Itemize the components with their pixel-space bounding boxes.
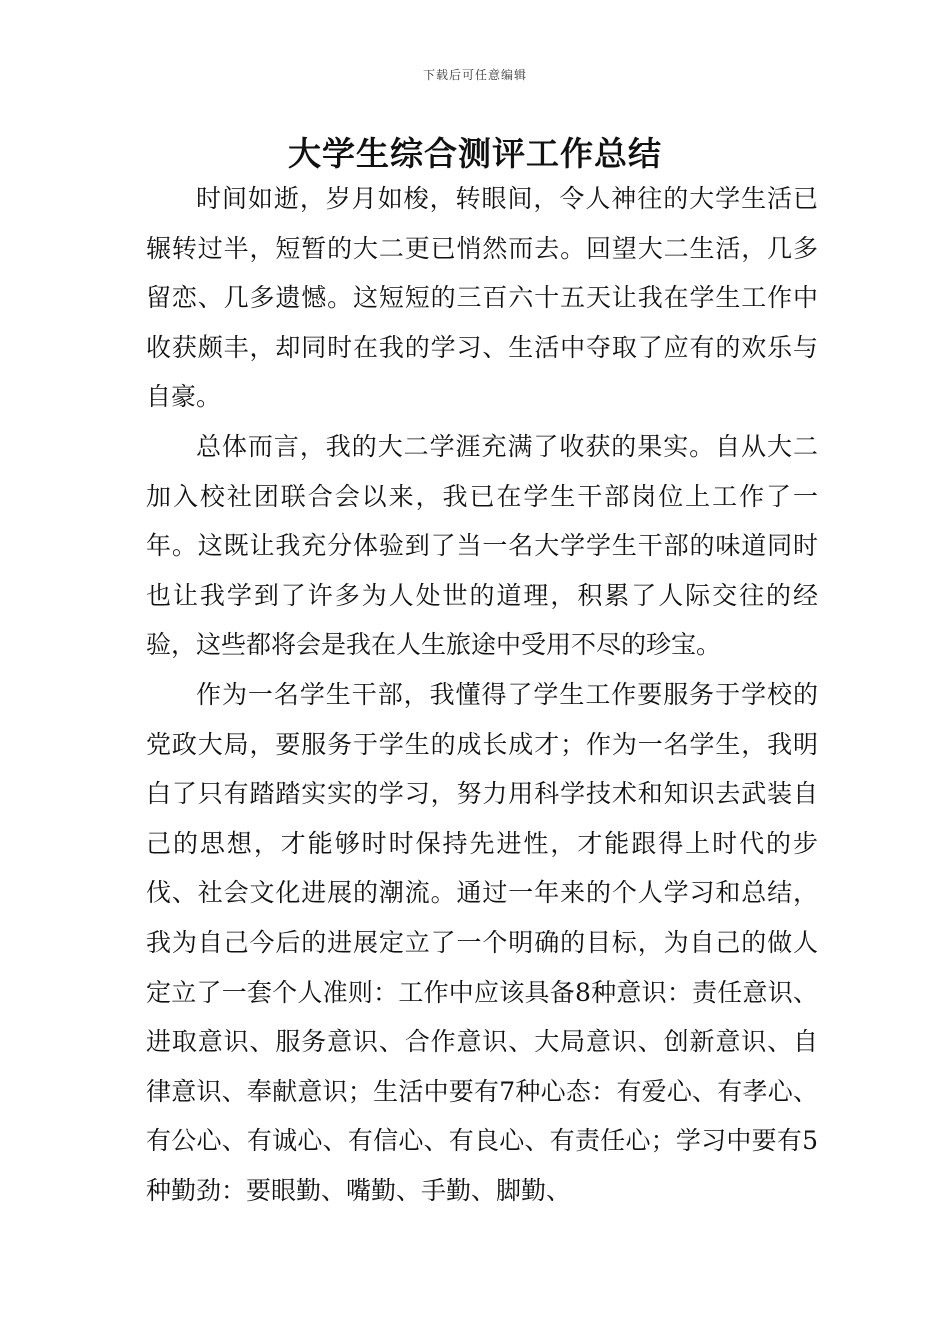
document-title: 大学生综合测评工作总结 [288,134,662,173]
header-note: 下载后可任意编辑 [422,68,527,82]
paragraph-2: 总体而言，我的大二学涯充满了收获的果实。自从大二加入校社团联合会以来，我已在学生干部岗位上工作了一年。这既让我充分体验到了当一名大学学生干部的味道同时也让我学到了许多为人处世的道理，积累了人际交往的经验，这些都将会是我在人生旅途中受用不尽的珍宝。 [146,431,818,660]
paragraph-1: 时间如逝，岁月如梭，转眼间，令人神往的大学生活已辗转过半，短暂的大二更已悄然而去。回望大二生活，几多留恋、几多遗憾。这短短的三百六十五天让我在学生工作中收获颇丰，却同时在我的学习、生活中夺取了应有的欢乐与自豪。 [146,184,818,412]
paragraph-3: 作为一名学生干部，我懂得了学生工作要服务于学校的党政大局，要服务于学生的成长成才；作为一名学生，我明白了只有踏踏实实的学习，努力用科学技术和知识去武装自己的思想，才能够时时保持先进性，才能跟得上时代的步伐、社会文化进展的潮流。通过一年来的个人学习和总结，我为自己今后的进展定立了一个明确的目标，为自己的做人定立了一套个人准则：工作中应该具备8种意识：责任意识、进取意识、服务意识、合作意识、大局意识、创新意识、自律意识、奉献意识；生活中要有7种心态：有爱心、有孝心、有公心、有诚心、有信心、有良心、有责任心；学习中要有5种勤劲：要眼勤、嘴勤、手勤、脚勤、 [146,679,818,1205]
document-body [146,174,818,1215]
